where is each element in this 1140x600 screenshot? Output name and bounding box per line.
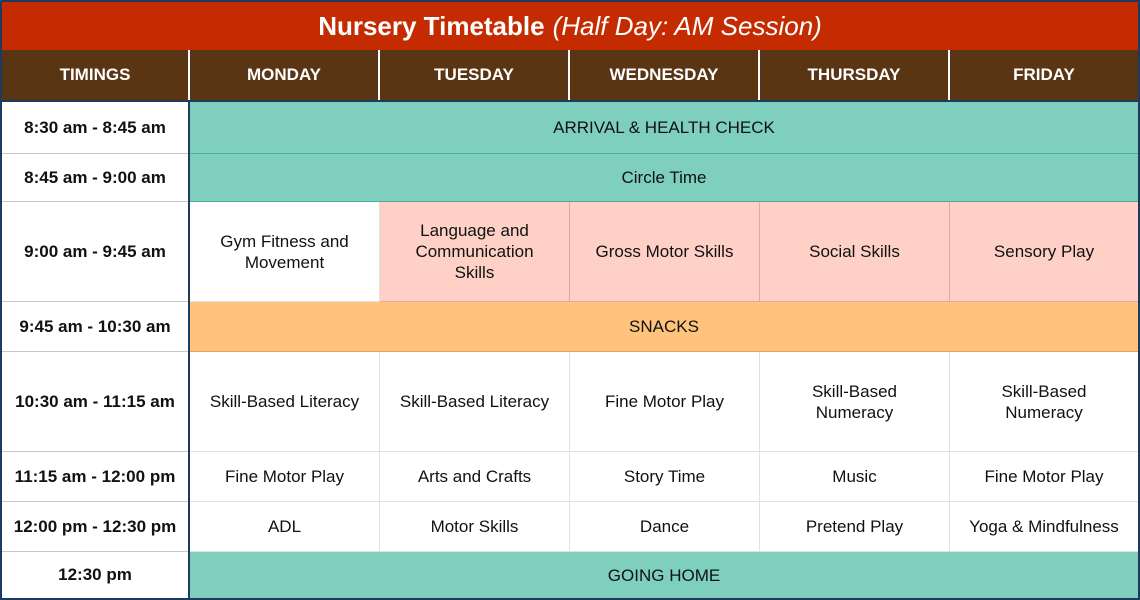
activity-cell: Skill-Based Literacy (190, 352, 380, 452)
circle-time-row: Circle Time (190, 154, 1138, 202)
activity-cell: Fine Motor Play (570, 352, 760, 452)
activity-cell: Social Skills (760, 202, 950, 302)
time-cell: 9:00 am - 9:45 am (2, 202, 188, 302)
header-wednesday: WEDNESDAY (570, 50, 760, 100)
header-timings: TIMINGS (2, 50, 190, 100)
activity-cell: Motor Skills (380, 502, 570, 552)
activity-cell: Story Time (570, 452, 760, 502)
activity-cell: Language and Communication Skills (380, 202, 570, 302)
timetable-title (2, 2, 1138, 50)
activity-cell: Dance (570, 502, 760, 552)
activity-cell: Sensory Play (950, 202, 1138, 302)
activity-cell: Music (760, 452, 950, 502)
header-tuesday: TUESDAY (380, 50, 570, 100)
activity-cell: Skill-Based Literacy (380, 352, 570, 452)
arrival-row: ARRIVAL & HEALTH CHECK (190, 102, 1138, 154)
going-home-row: GOING HOME (190, 552, 1138, 598)
title-subtitle: (Half Day: AM Session) (552, 10, 822, 41)
time-cell: 11:15 am - 12:00 pm (2, 452, 188, 502)
time-cell: 12:30 pm (58, 565, 132, 584)
time-cell: 8:30 am - 8:45 am (2, 102, 188, 154)
activity-cell: Pretend Play (760, 502, 950, 552)
activity-cell: Fine Motor Play (950, 452, 1138, 502)
activity-cell: Yoga & Mindfulness (950, 502, 1138, 552)
activity-cell: Gym Fitness and Movement (190, 202, 380, 302)
snacks-row: SNACKS (190, 302, 1138, 352)
time-cell: 12:00 pm - 12:30 pm (2, 502, 188, 552)
schedule-grid (190, 100, 1138, 598)
time-cell: 8:45 am - 9:00 am (2, 154, 188, 202)
time-cell: 9:45 am - 10:30 am (2, 302, 188, 352)
header-friday: FRIDAY (1013, 65, 1075, 84)
activity-cell: Gross Motor Skills (570, 202, 760, 302)
time-cell: 10:30 am - 11:15 am (2, 352, 188, 452)
table-header (2, 50, 1138, 100)
activity-cell: Skill-Based Numeracy (950, 352, 1138, 452)
activity-cell: Skill-Based Numeracy (760, 352, 950, 452)
header-monday: MONDAY (190, 50, 380, 100)
activity-cell: ADL (190, 502, 380, 552)
activity-cell: Arts and Crafts (380, 452, 570, 502)
activity-cell: Fine Motor Play (190, 452, 380, 502)
timings-column (2, 100, 190, 598)
header-thursday: THURSDAY (760, 50, 950, 100)
title-main: Nursery Timetable (318, 10, 545, 41)
